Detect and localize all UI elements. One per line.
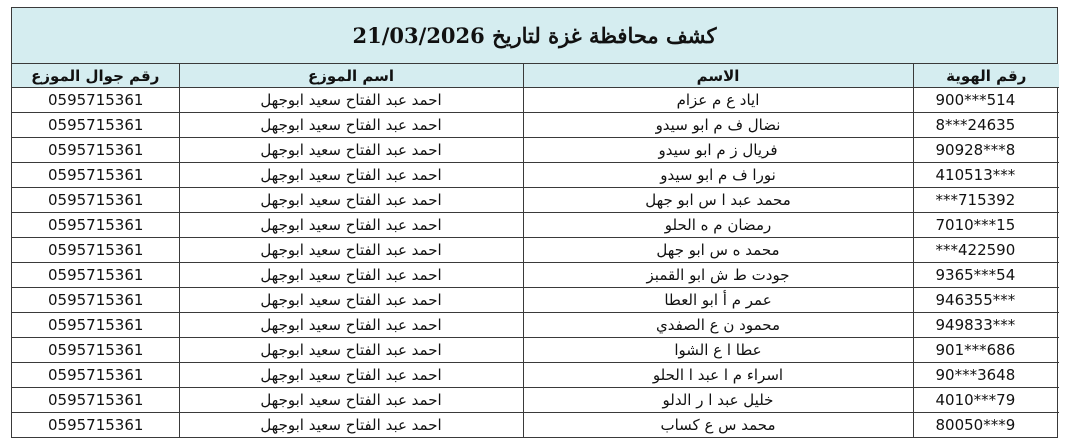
table-row (12, 238, 1059, 263)
table-row (12, 138, 1059, 163)
phone-cell: 0595715361 (12, 263, 179, 288)
table-row (12, 363, 1059, 388)
id-cell: 8***24635 (913, 113, 1059, 138)
phone-cell: 0595715361 (12, 413, 179, 438)
distributor-cell: احمد عبد الفتاح سعيد ابوجهل (179, 388, 523, 413)
id-cell: 410513*** (913, 163, 1059, 188)
distributor-cell: احمد عبد الفتاح سعيد ابوجهل (179, 188, 523, 213)
name-cell: نضال ف م ابو سيدو (523, 113, 913, 138)
phone-cell: 0595715361 (12, 238, 179, 263)
header-id: رقم الهوية (913, 64, 1059, 88)
id-cell: 900***514 (913, 88, 1059, 113)
table-header-row (12, 64, 1059, 88)
phone-cell: 0595715361 (12, 338, 179, 363)
phone-cell: 0595715361 (12, 163, 179, 188)
id-cell: 901***686 (913, 338, 1059, 363)
distributor-cell: احمد عبد الفتاح سعيد ابوجهل (179, 163, 523, 188)
table-row (12, 388, 1059, 413)
phone-cell: 0595715361 (12, 388, 179, 413)
table-row (12, 213, 1059, 238)
table-row (12, 188, 1059, 213)
name-cell: جودت ط ش ابو القمبز (523, 263, 913, 288)
phone-cell: 0595715361 (12, 363, 179, 388)
header-distributor: اسم الموزع (179, 64, 523, 88)
name-cell: فريال ز م ابو سيدو (523, 138, 913, 163)
beneficiaries-table (12, 64, 1059, 437)
id-cell: ***422590 (913, 238, 1059, 263)
name-cell: محمد س ع كساب (523, 413, 913, 438)
distributor-cell: احمد عبد الفتاح سعيد ابوجهل (179, 213, 523, 238)
name-cell: نورا ف م ابو سيدو (523, 163, 913, 188)
distributor-cell: احمد عبد الفتاح سعيد ابوجهل (179, 313, 523, 338)
name-cell: محمد عبد ا س ابو جهل (523, 188, 913, 213)
name-cell: رمضان م ه الحلو (523, 213, 913, 238)
distributor-cell: احمد عبد الفتاح سعيد ابوجهل (179, 413, 523, 438)
table-row (12, 313, 1059, 338)
distributor-cell: احمد عبد الفتاح سعيد ابوجهل (179, 88, 523, 113)
phone-cell: 0595715361 (12, 213, 179, 238)
id-cell: 7010***15 (913, 213, 1059, 238)
distributor-cell: احمد عبد الفتاح سعيد ابوجهل (179, 138, 523, 163)
name-cell: اسراء م ا عبد ا الحلو (523, 363, 913, 388)
name-cell: محمد ه س ابو جهل (523, 238, 913, 263)
id-cell: 949833*** (913, 313, 1059, 338)
distributor-cell: احمد عبد الفتاح سعيد ابوجهل (179, 263, 523, 288)
table-row (12, 288, 1059, 313)
phone-cell: 0595715361 (12, 288, 179, 313)
name-cell: محمود ن ع الصفدي (523, 313, 913, 338)
id-cell: 90***3648 (913, 363, 1059, 388)
header-phone: رقم جوال الموزع (12, 64, 179, 88)
id-cell: 946355*** (913, 288, 1059, 313)
id-cell: 90928***8 (913, 138, 1059, 163)
id-cell: 80050***9 (913, 413, 1059, 438)
distributor-cell: احمد عبد الفتاح سعيد ابوجهل (179, 363, 523, 388)
phone-cell: 0595715361 (12, 188, 179, 213)
name-cell: خليل عبد ا ر الدلو (523, 388, 913, 413)
table-row (12, 163, 1059, 188)
name-cell: عطا ا ع الشوا (523, 338, 913, 363)
phone-cell: 0595715361 (12, 88, 179, 113)
phone-cell: 0595715361 (12, 138, 179, 163)
id-cell: ***715392 (913, 188, 1059, 213)
table-row (12, 413, 1059, 438)
id-cell: 9365***54 (913, 263, 1059, 288)
distributor-cell: احمد عبد الفتاح سعيد ابوجهل (179, 338, 523, 363)
name-cell: عمر م أ ابو العطا (523, 288, 913, 313)
distributor-cell: احمد عبد الفتاح سعيد ابوجهل (179, 288, 523, 313)
header-name: الاسم (523, 64, 913, 88)
table-row (12, 88, 1059, 113)
phone-cell: 0595715361 (12, 113, 179, 138)
name-cell: اياد ع م عزام (523, 88, 913, 113)
report-title: كشف محافظة غزة لتاريخ 21/03/2026 (352, 23, 717, 48)
id-cell: 4010***79 (913, 388, 1059, 413)
table-row (12, 338, 1059, 363)
table-row (12, 113, 1059, 138)
title-bar (12, 8, 1057, 64)
table-row (12, 263, 1059, 288)
distributor-cell: احمد عبد الفتاح سعيد ابوجهل (179, 238, 523, 263)
distributor-cell: احمد عبد الفتاح سعيد ابوجهل (179, 113, 523, 138)
phone-cell: 0595715361 (12, 313, 179, 338)
report-sheet (11, 7, 1058, 438)
